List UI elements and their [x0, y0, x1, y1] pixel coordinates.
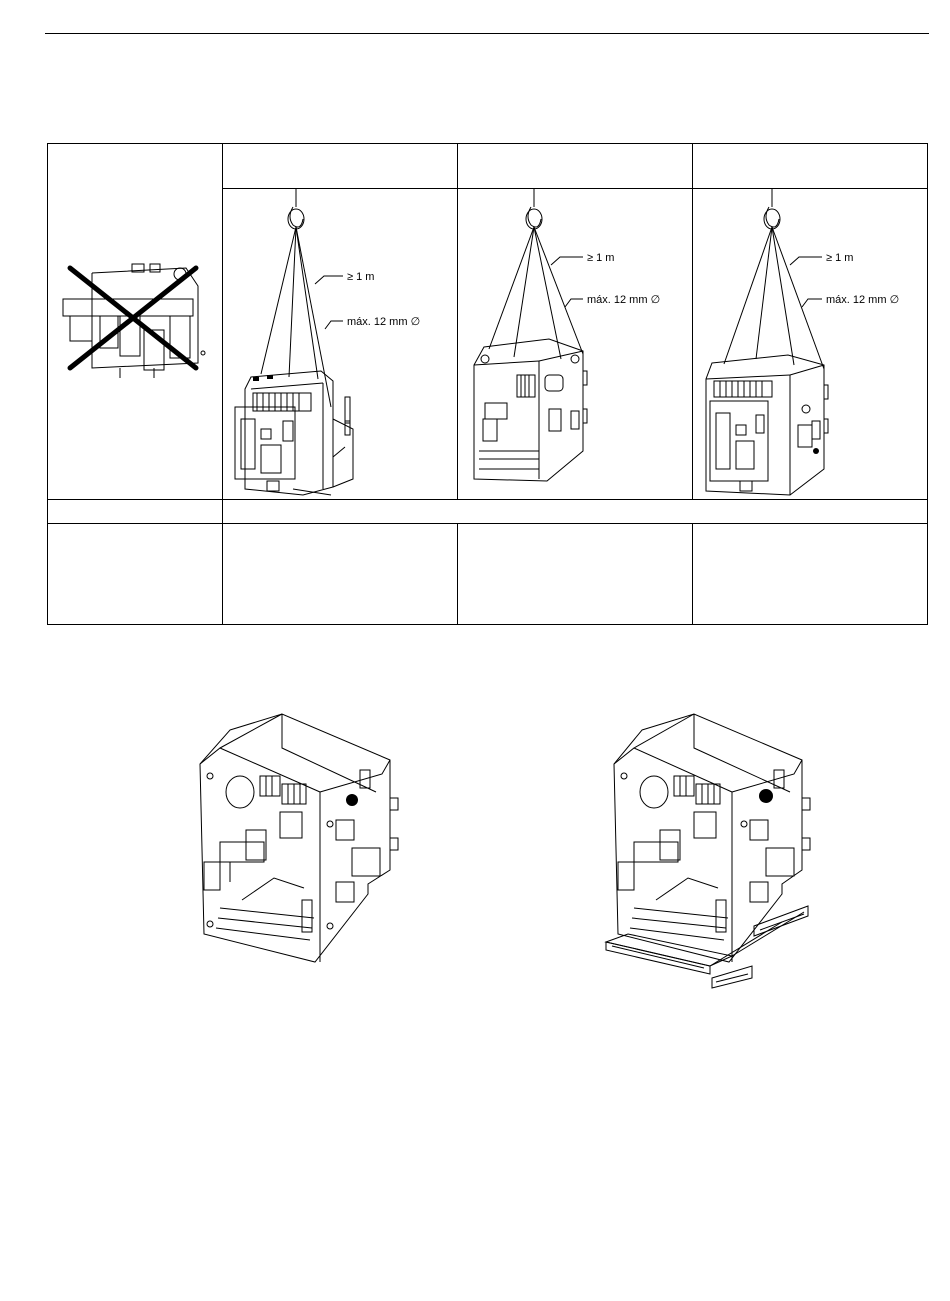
chassis-figure: [190, 712, 405, 974]
crane-hook-icon: [764, 207, 780, 229]
sling-length-label: ≥ 1 m: [587, 252, 615, 264]
lifting-breaker-figure: [223, 189, 455, 497]
lifting-breaker-in-chassis-figure: [694, 189, 926, 497]
sling-diameter-label: máx. 12 mm ∅: [587, 294, 661, 306]
chassis-on-pallet-figure: [604, 712, 819, 992]
crossed-out-lifting-icon: [58, 258, 213, 383]
crane-hook-icon: [288, 207, 304, 229]
lifting-chassis-figure: [459, 189, 691, 497]
sling-diameter-label: máx. 12 mm ∅: [826, 294, 900, 306]
sling-length-label: ≥ 1 m: [347, 271, 375, 283]
sling-length-label: ≥ 1 m: [826, 252, 854, 264]
crane-hook-icon: [526, 207, 542, 229]
top-rule: [45, 33, 929, 34]
sling-diameter-label: máx. 12 mm ∅: [347, 316, 421, 328]
